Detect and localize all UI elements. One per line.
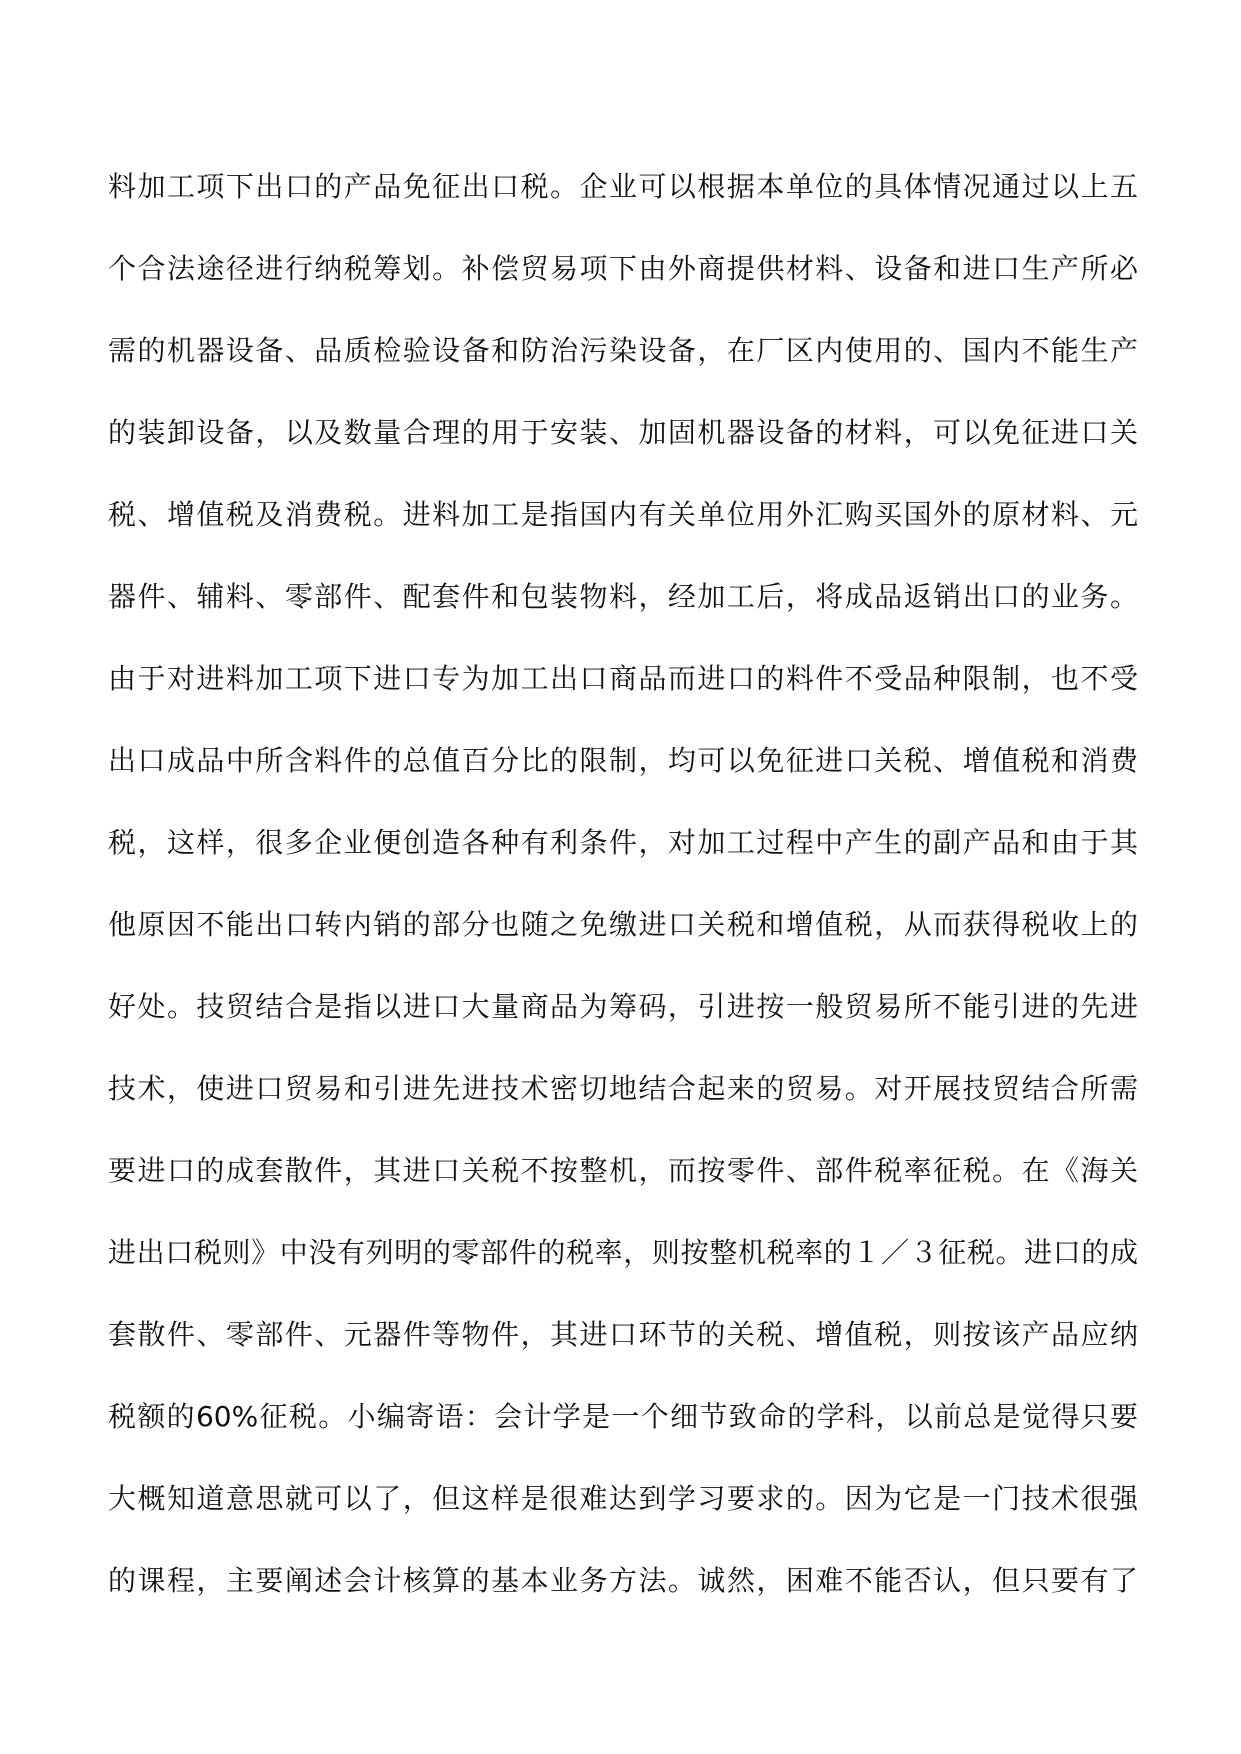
text-line: 要进口的成套散件，其进口关税不按整机，而按零件、部件税率征税。在《海关 — [108, 1154, 1138, 1187]
text-line: 大概知道意思就可以了，但这样是很难达到学习要求的。因为它是一门技术很强 — [108, 1482, 1138, 1515]
text-line: 个合法途径进行纳税筹划。补偿贸易项下由外商提供材料、设备和进口生产所必 — [108, 252, 1138, 285]
text-line: 他原因不能出口转内销的部分也随之免缴进口关税和增值税，从而获得税收上的 — [108, 908, 1138, 941]
text-line: 税、增值税及消费税。进料加工是指国内有关单位用外汇购买国外的原材料、元 — [108, 498, 1138, 531]
text-line: 技术，使进口贸易和引进先进技术密切地结合起来的贸易。对开展技贸结合所需 — [108, 1072, 1138, 1105]
text-line: 进出口税则》中没有列明的零部件的税率，则按整机税率的１／３征税。进口的成 — [108, 1236, 1138, 1269]
text-line: 的装卸设备，以及数量合理的用于安装、加固机器设备的材料，可以免征进口关 — [108, 416, 1138, 449]
body-text — [108, 160, 1138, 1636]
text-line: 好处。技贸结合是指以进口大量商品为筹码，引进按一般贸易所不能引进的先进 — [108, 990, 1138, 1023]
text-line: 税额的60%征税。小编寄语：会计学是一个细节致命的学科，以前总是觉得只要 — [108, 1400, 1138, 1433]
text-line: 的课程，主要阐述会计核算的基本业务方法。诚然，困难不能否认，但只要有了 — [108, 1564, 1138, 1597]
text-line: 由于对进料加工项下进口专为加工出口商品而进口的料件不受品种限制，也不受 — [108, 662, 1138, 695]
text-line: 料加工项下出口的产品免征出口税。企业可以根据本单位的具体情况通过以上五 — [108, 170, 1138, 203]
text-line: 需的机器设备、品质检验设备和防治污染设备，在厂区内使用的、国内不能生产 — [108, 334, 1138, 367]
text-line: 套散件、零部件、元器件等物件，其进口环节的关税、增值税，则按该产品应纳 — [108, 1318, 1138, 1351]
text-line: 出口成品中所含料件的总值百分比的限制，均可以免征进口关税、增值税和消费 — [108, 744, 1138, 777]
text-line: 税，这样，很多企业便创造各种有利条件，对加工过程中产生的副产品和由于其 — [108, 826, 1138, 859]
text-line: 器件、辅料、零部件、配套件和包装物料，经加工后，将成品返销出口的业务。 — [108, 580, 1138, 613]
